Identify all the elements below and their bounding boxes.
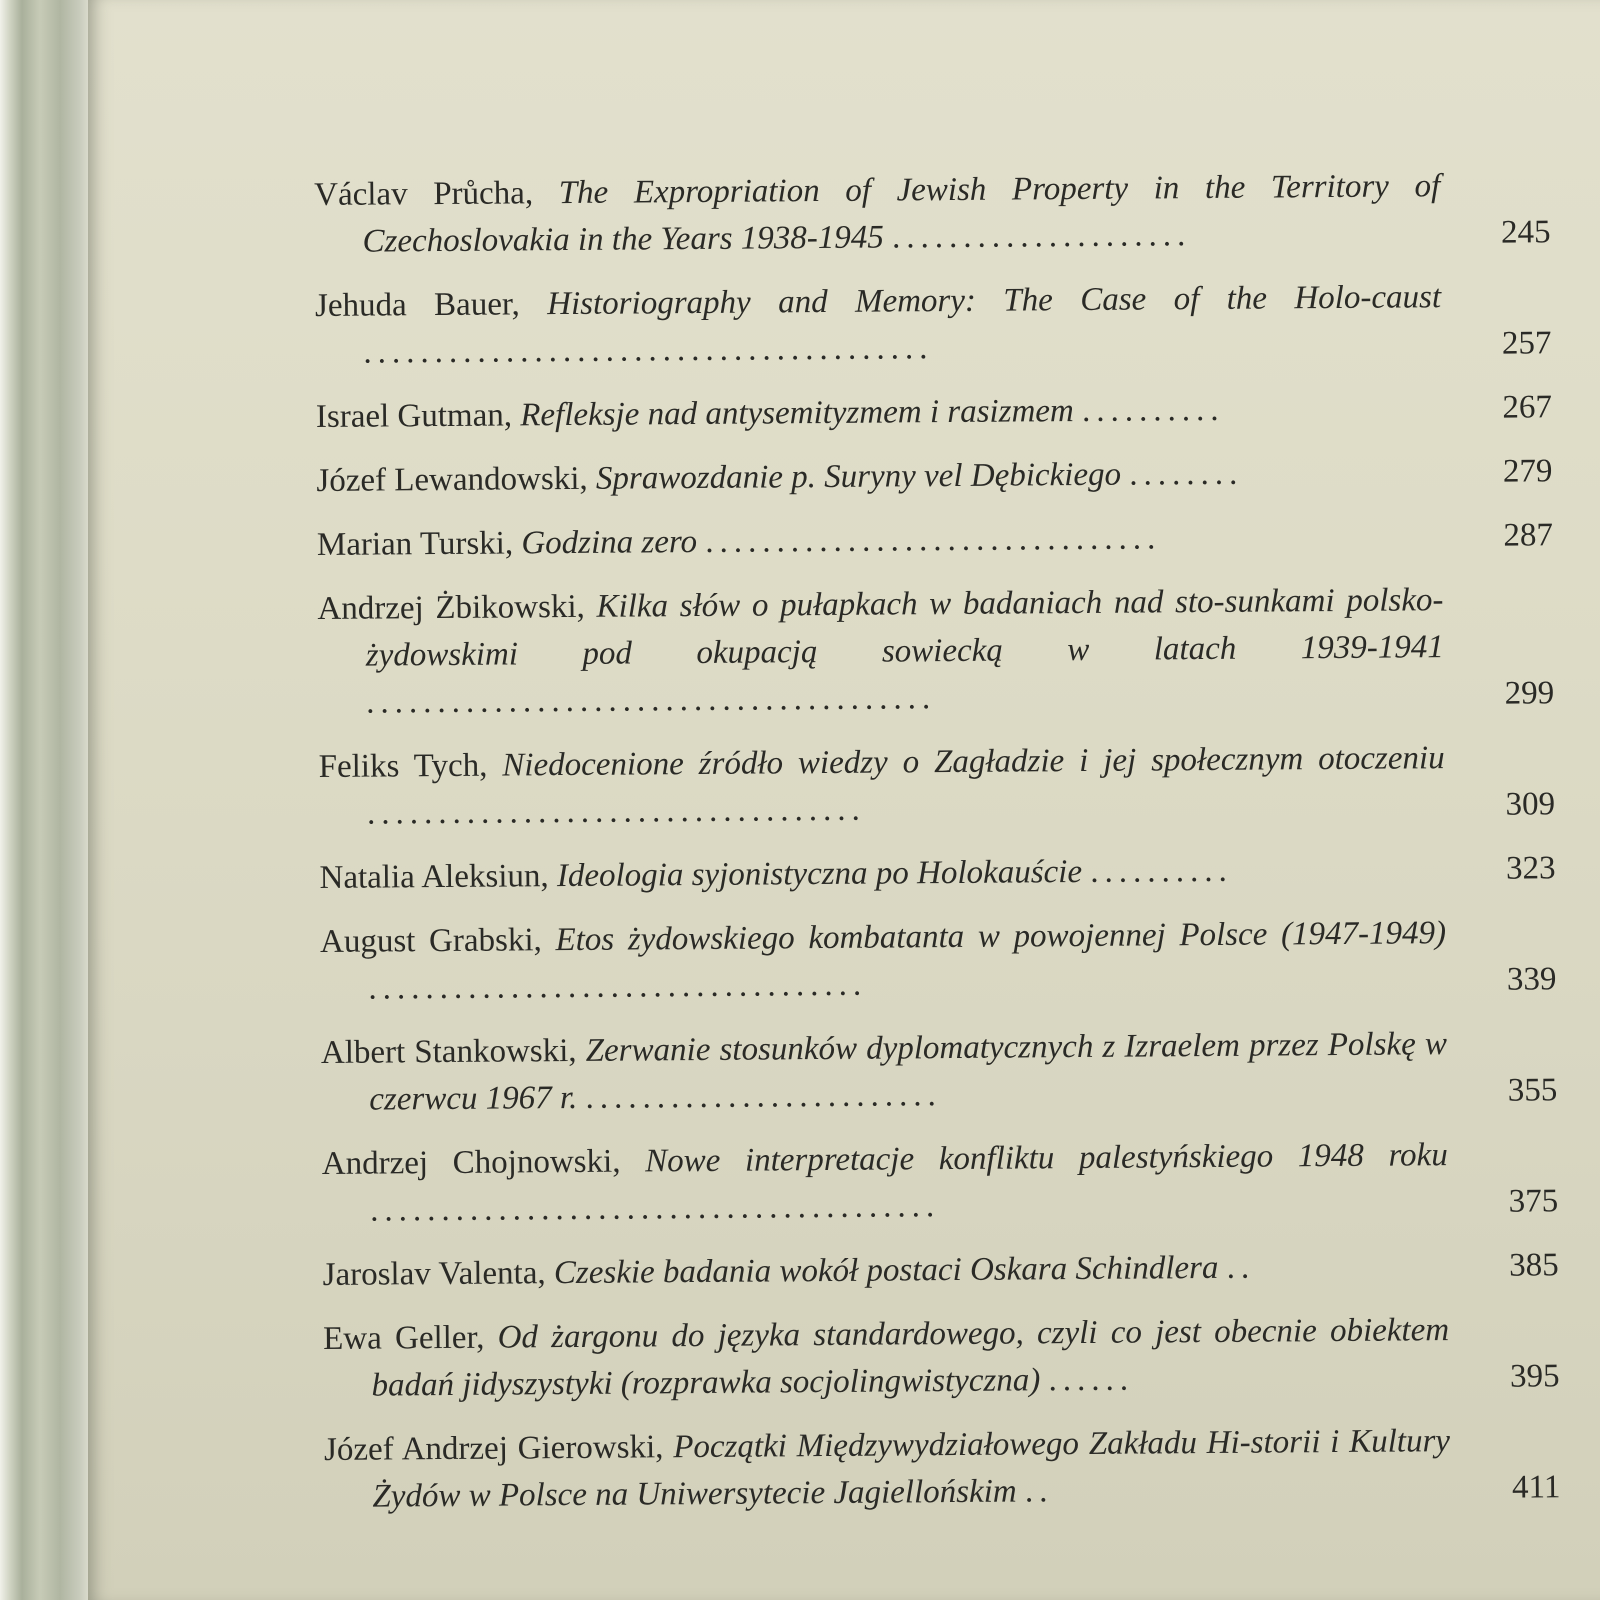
- entry-author: Jehuda Bauer,: [314, 286, 520, 324]
- entry-page-number: 323: [1505, 850, 1556, 887]
- toc-entry-text: [316, 385, 1442, 441]
- entry-author: Ewa Geller,: [323, 1319, 485, 1357]
- toc-entry-text: [315, 274, 1442, 377]
- entry-page-number: 355: [1507, 1072, 1558, 1109]
- dot-leader: .....................: [891, 217, 1192, 256]
- dot-leader: ..: [1024, 1473, 1054, 1510]
- dot-leader: ......: [1048, 1361, 1135, 1399]
- toc-entry: [315, 273, 1600, 377]
- dot-leader: ..........: [1081, 391, 1225, 429]
- toc-entry: [322, 1242, 1600, 1299]
- entry-title: Sprawozdanie p. Suryny vel Dębickiego: [595, 456, 1122, 497]
- entry-page-number: 411: [1511, 1469, 1561, 1506]
- entry-page-number: 339: [1506, 961, 1557, 998]
- toc-entry: [316, 384, 1600, 441]
- toc-entry: [324, 1417, 1600, 1521]
- toc-entry: [318, 734, 1600, 838]
- toc-entry-text: [321, 1021, 1448, 1124]
- toc-entry-text: [317, 577, 1444, 727]
- toc-entry: [320, 909, 1600, 1013]
- book-page: [88, 0, 1600, 1600]
- toc-entry-text: [320, 910, 1447, 1013]
- entry-title: Od żargonu do języka standardowego, czyli co jest obecnie obiektem badań jidyszystyki (rozprawka socjolingwistyczna): [371, 1312, 1450, 1404]
- entry-author: Václav Průcha,: [314, 175, 534, 213]
- dot-leader: ........................................: [363, 330, 934, 371]
- entry-author: Natalia Aleksiun,: [319, 858, 549, 896]
- entry-title: Ideologia syjonistyczna po Holokauście: [556, 853, 1083, 895]
- toc-entry-text: [323, 1307, 1450, 1410]
- dot-leader: .........................: [585, 1077, 942, 1116]
- toc-entry: [321, 1020, 1600, 1124]
- entry-author: Andrzej Żbikowski,: [317, 588, 585, 627]
- entry-page-number: 395: [1509, 1358, 1560, 1395]
- dot-leader: ........................................: [366, 680, 937, 721]
- entry-title: Zerwanie stosunków dyplomatycznych z Izraelem przez Polskę w czerwcu 1967 r.: [369, 1026, 1448, 1118]
- toc-entry: [323, 1306, 1600, 1410]
- entry-author: Albert Stankowski,: [320, 1032, 577, 1071]
- toc-entry-text: [314, 163, 1441, 266]
- dot-leader: ........: [1129, 455, 1244, 493]
- dot-leader: ..: [1226, 1249, 1256, 1286]
- entry-title: Etos żydowskiego kombatanta w powojennej Polsce (1947-1949): [555, 915, 1447, 959]
- dot-leader: ........................................: [370, 1188, 941, 1229]
- toc-entry: [314, 162, 1600, 266]
- entry-page-number: 267: [1502, 389, 1553, 426]
- entry-page-number: 309: [1505, 786, 1556, 823]
- entry-title: The Expropriation of Jewish Property in the Territory of Czechoslovakia in the Years 1938-1945: [362, 168, 1441, 260]
- entry-title: Kilka słów o pułapkach w badaniach nad sto-sunkami polsko-żydowskimi pod okupacją sowiecką w latach 1939-1941: [365, 582, 1444, 674]
- book-spine: [0, 0, 92, 1600]
- entry-title: Niedocenione źródło wiedzy o Zagładzie i jej społecznym otoczeniu: [502, 740, 1445, 784]
- entry-page-number: 287: [1503, 517, 1554, 554]
- entry-author: Józef Lewandowski,: [316, 460, 588, 499]
- entry-page-number: 375: [1508, 1183, 1559, 1220]
- entry-title: Czeskie badania wokół postaci Oskara Schindlera: [553, 1249, 1219, 1292]
- entry-title: Historiography and Memory: The Case of the Holo-caust: [547, 279, 1442, 323]
- entry-title: Początki Międzywydziałowego Zakładu Hi-storii i Kultury Żydów w Polsce na Uniwersytecie Jagiellońskim: [372, 1423, 1451, 1515]
- entry-title: Godzina zero: [521, 524, 698, 562]
- entry-page-number: 245: [1500, 214, 1551, 251]
- toc-entry-text: [318, 735, 1445, 838]
- toc-entry-text: [319, 846, 1445, 902]
- entry-author: August Grabski,: [319, 922, 542, 960]
- dot-leader: ...................................: [368, 966, 868, 1007]
- entry-page-number: 385: [1508, 1247, 1559, 1284]
- entry-author: Józef Andrzej Gierowski,: [323, 1429, 664, 1468]
- dot-leader: ..........: [1090, 852, 1233, 890]
- entry-title: Refleksje nad antysemityzmem i rasizmem: [520, 393, 1074, 434]
- toc-entry: [317, 576, 1600, 727]
- entry-page-number: 279: [1502, 453, 1553, 490]
- toc-entry: [322, 1131, 1600, 1235]
- entry-title: Nowe interpretacje konfliktu palestyńskiego 1948 roku: [644, 1137, 1448, 1180]
- dot-leader: ................................: [705, 520, 1162, 560]
- toc-entry-text: [322, 1132, 1449, 1235]
- toc-entry: [316, 448, 1600, 505]
- entry-author: Jaroslav Valenta,: [322, 1255, 546, 1293]
- entry-author: Marian Turski,: [316, 525, 514, 563]
- toc-entry-text: [317, 513, 1443, 569]
- entry-author: Israel Gutman,: [315, 397, 513, 435]
- toc-entry: [317, 512, 1600, 569]
- toc-entry: [319, 845, 1600, 902]
- toc-entry-text: [316, 449, 1442, 505]
- toc-entry-text: [322, 1243, 1448, 1299]
- entry-author: Feliks Tych,: [318, 747, 488, 785]
- entry-author: Andrzej Chojnowski,: [321, 1143, 621, 1182]
- entry-page-number: 257: [1501, 325, 1552, 362]
- dot-leader: ...................................: [366, 791, 866, 832]
- table-of-contents: [314, 162, 1600, 1538]
- entry-page-number: 299: [1504, 675, 1555, 712]
- toc-entry-text: [324, 1418, 1451, 1521]
